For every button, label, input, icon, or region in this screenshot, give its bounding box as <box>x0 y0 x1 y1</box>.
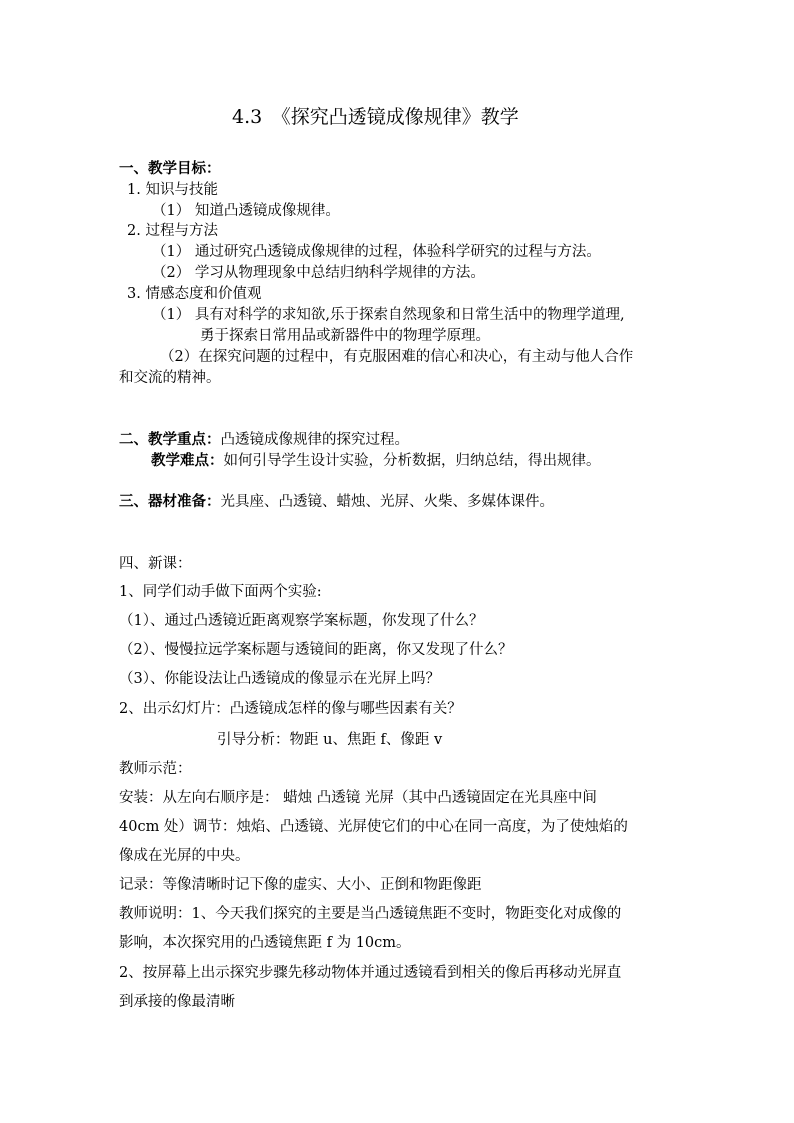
lesson-line-11: 记录：等像清晰时记下像的虚实、大小、正倒和物距像距 <box>119 877 482 893</box>
lesson-line-14: 2、按屏幕上出示探究步骤先移动物体并通过透镜看到相关的像后再移动光屏直 <box>119 965 622 981</box>
goal-3-1-line-a: （1） 具有对科学的求知欲,乐于探索自然现象和日常生活中的物理学道理, <box>152 307 625 323</box>
lesson-line-8: 安装：从左向右顺序是： 蜡烛 凸透镜 光屏（其中凸透镜固定在光具座中间 <box>119 790 597 806</box>
lesson-line-10: 像成在光屏的中央。 <box>119 848 250 864</box>
lesson-line-3: （2）、慢慢拉远学案标题与透镜间的距离，你又发现了什么？ <box>119 642 513 658</box>
lesson-line-15: 到承接的像最清晰 <box>119 994 235 1010</box>
section-goals-heading: 一、教学目标： <box>119 160 221 177</box>
goal-3: 3. 情感态度和价值观 <box>127 286 262 302</box>
goal-1: 1. 知识与技能 <box>127 182 218 198</box>
lesson-line-13: 影响，本次探究用的凸透镜焦距 f 为 10cm。 <box>119 935 411 951</box>
lesson-line-1: 1、同学们动手做下面两个实验: <box>119 584 322 600</box>
keypoints-label: 二、教学重点： <box>119 431 221 448</box>
lesson-line-7: 教师示范： <box>119 761 192 777</box>
difficulty-text: 如何引导学生设计实验，分析数据，归纳总结，得出规律。 <box>223 453 601 469</box>
goal-2: 2. 过程与方法 <box>127 223 218 239</box>
keypoints-text: 凸透镜成像规律的探究过程。 <box>220 432 409 448</box>
page-title: 4.3 《探究凸透镜成像规律》教学 <box>232 106 519 128</box>
materials-label: 三、器材准备： <box>119 493 221 510</box>
goal-2-1: （1） 通过研究凸透镜成像规律的过程，体验科学研究的过程与方法。 <box>152 244 601 260</box>
lesson-line-9: 40cm 处）调节：烛焰、凸透镜、光屏使它们的中心在同一高度，为了使烛焰的 <box>119 819 628 835</box>
materials-line <box>119 495 554 510</box>
difficulty-label: 教学难点： <box>151 452 224 469</box>
goal-3-2-line-a: （2）在探究问题的过程中，有克服困难的信心和决心，有主动与他人合作 <box>160 349 634 365</box>
goal-2-2: （2） 学习从物理现象中总结归纳科学规律的方法。 <box>152 265 485 281</box>
goal-3-2-line-b: 和交流的精神。 <box>119 370 221 386</box>
materials-text: 光具座、凸透镜、蜡烛、光屏、火柴、多媒体课件。 <box>220 494 554 510</box>
difficulty-line <box>151 454 601 469</box>
goal-1-1: （1） 知道凸透镜成像规律。 <box>152 203 340 219</box>
keypoints-line <box>119 433 409 448</box>
lesson-line-5: 2、出示幻灯片：凸透镜成怎样的像与哪些因素有关？ <box>119 701 462 717</box>
goal-3-1-line-b: 勇于探索日常用品或新器件中的物理学原理。 <box>200 328 490 344</box>
lesson-line-2: （1）、通过凸透镜近距离观察学案标题，你发现了什么？ <box>119 613 484 629</box>
lesson-heading: 四、新课： <box>119 556 192 572</box>
lesson-line-12: 教师说明：1、今天我们探究的主要是当凸透镜焦距不变时，物距变化对成像的 <box>119 906 622 922</box>
lesson-line-4: （3）、你能设法让凸透镜成的像显示在光屏上吗？ <box>119 671 440 687</box>
lesson-line-6: 引导分析：物距 u、焦距 f、像距 v <box>217 732 443 748</box>
